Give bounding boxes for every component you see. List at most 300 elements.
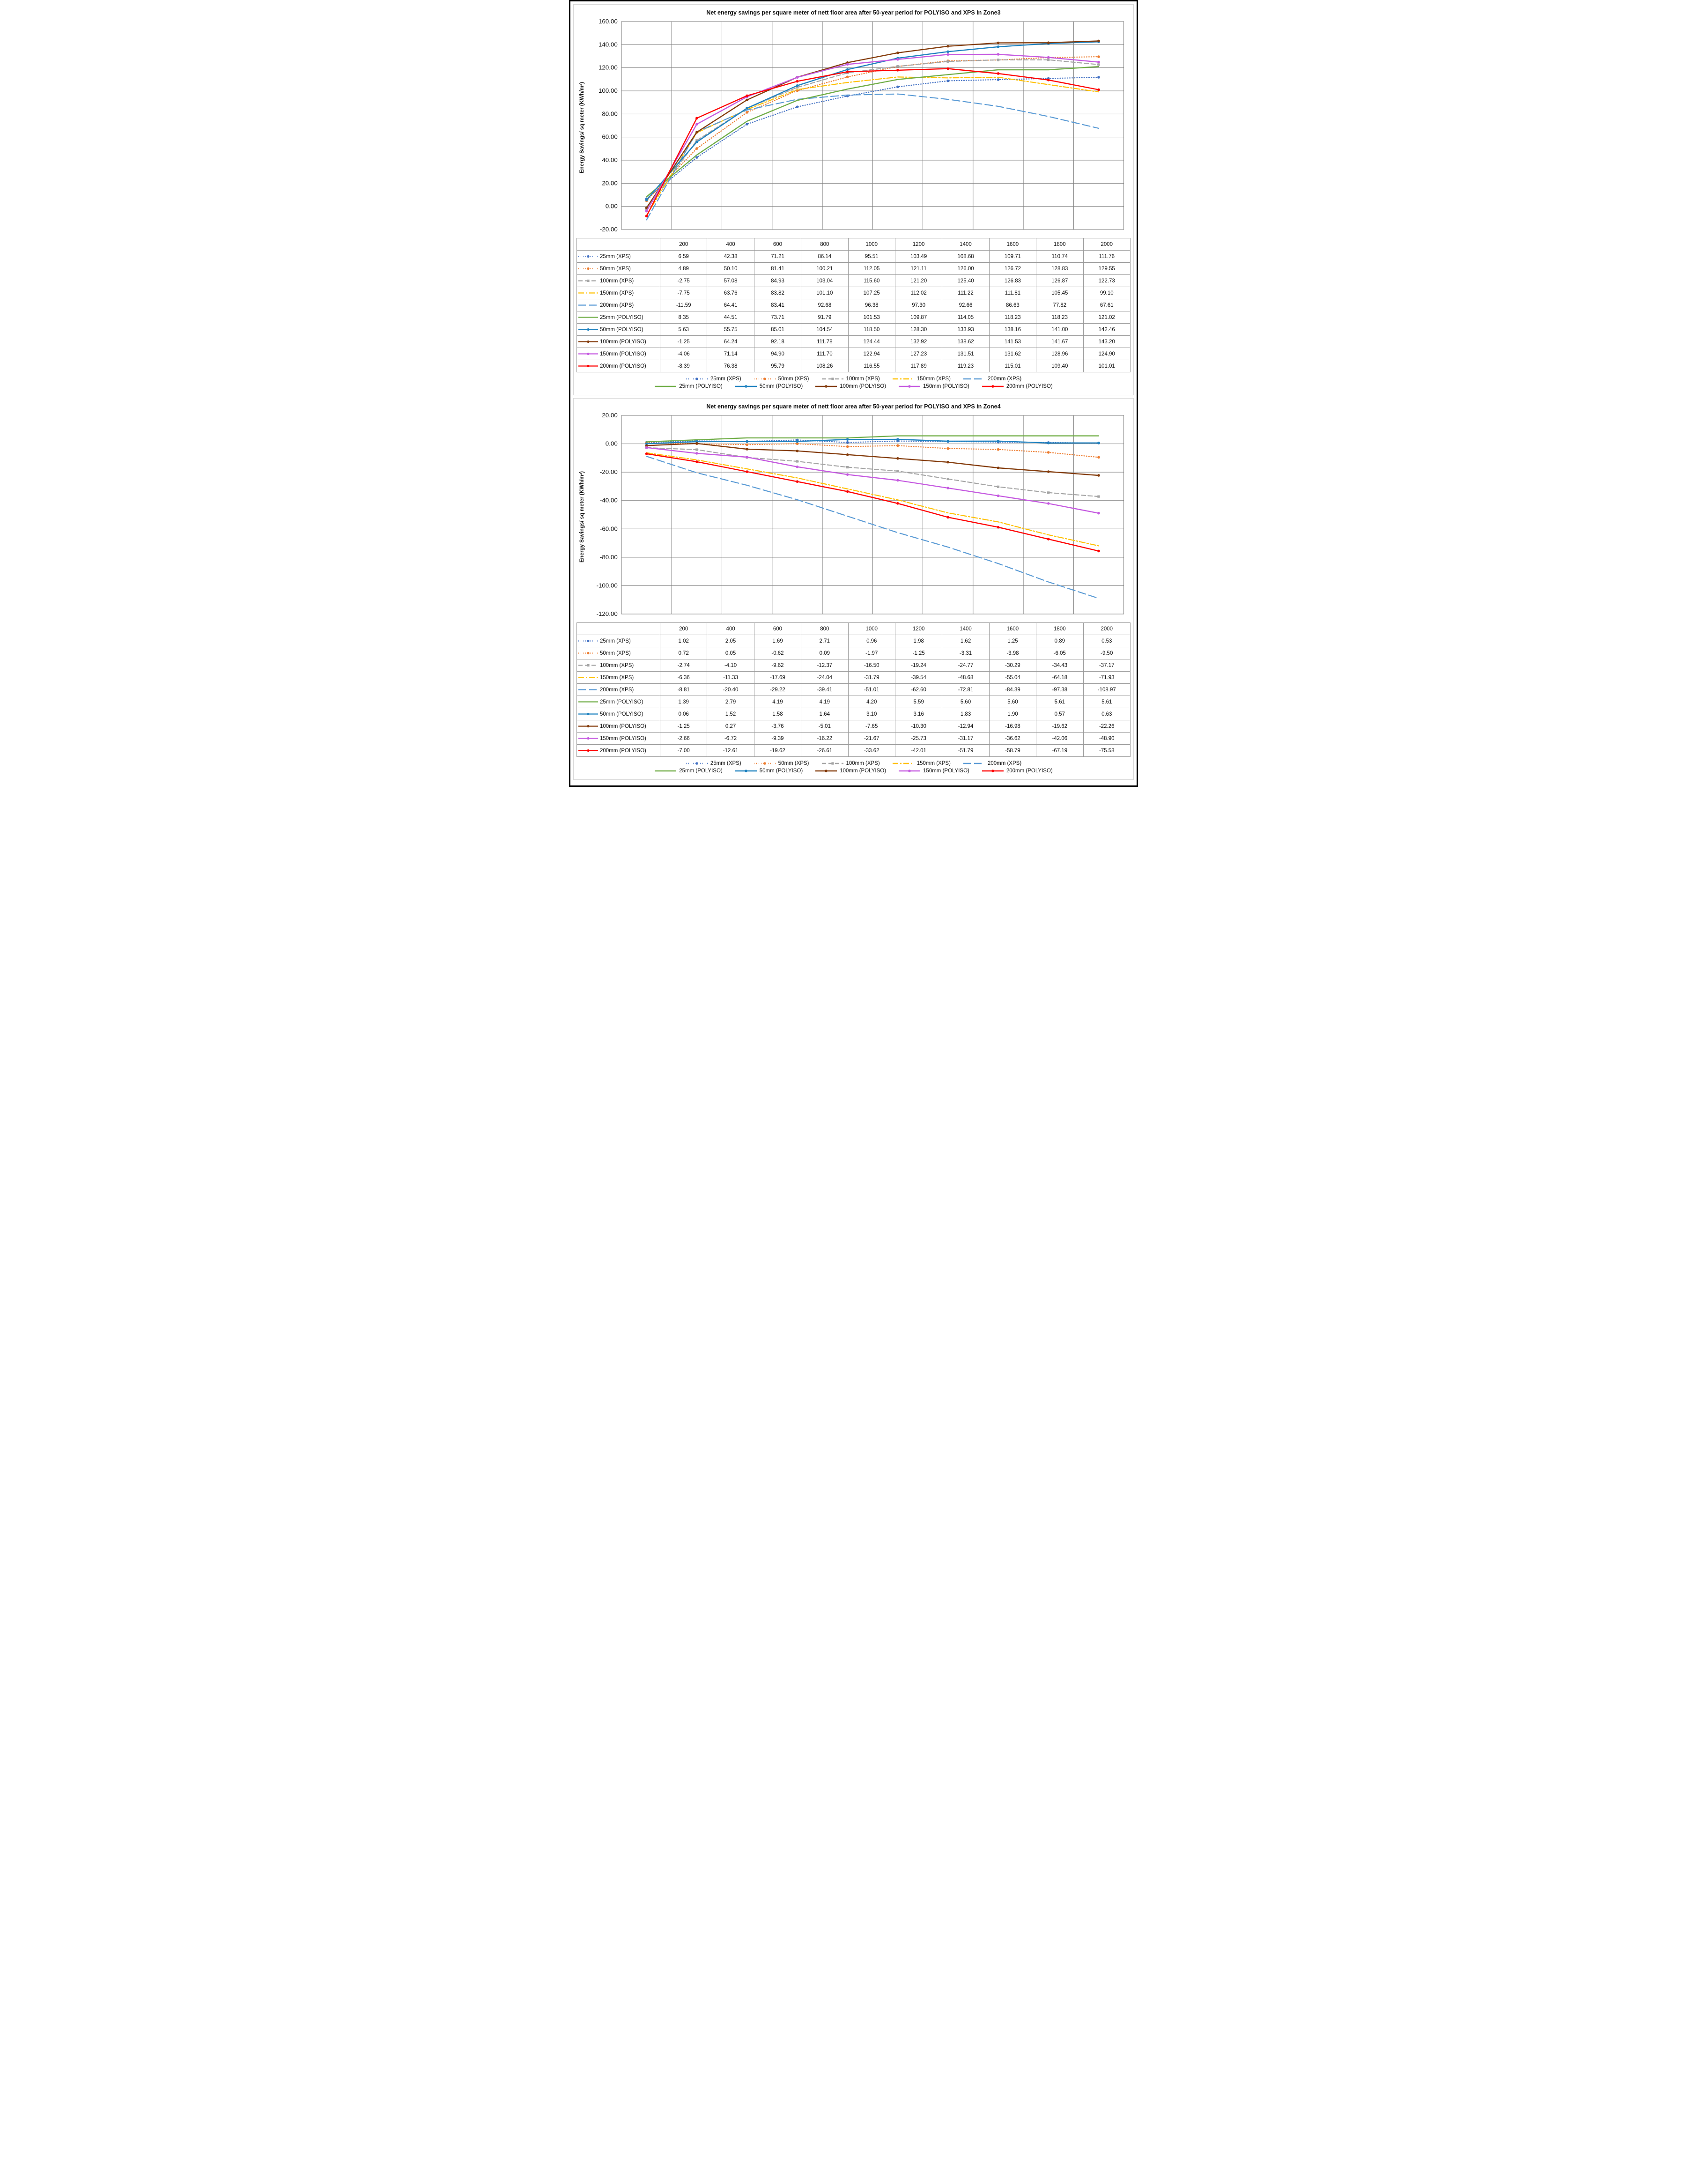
table-series-key	[577, 647, 660, 659]
table-cell: -36.62	[989, 733, 1036, 745]
table-cell: -55.04	[989, 672, 1036, 684]
table-cell: 95.79	[754, 360, 801, 372]
table-cell: 117.89	[895, 360, 942, 372]
table-series-key	[577, 696, 660, 708]
legend-item[interactable]	[686, 761, 741, 766]
legend-item[interactable]	[815, 384, 886, 389]
legend-swatch-icon	[982, 768, 1004, 774]
series-label: 50mm (POLYISO)	[600, 326, 643, 333]
table-cell: 0.09	[801, 647, 848, 659]
table-cell: 84.93	[754, 275, 801, 287]
table-series-key	[577, 263, 660, 275]
legend-label: 200mm (XPS)	[987, 376, 1022, 382]
table-cell: 81.41	[754, 263, 801, 275]
table-cell: -2.75	[660, 275, 707, 287]
table-cell: -4.06	[660, 348, 707, 360]
series-label: 150mm (XPS)	[600, 290, 634, 296]
table-cell: 131.62	[989, 348, 1036, 360]
svg-text:40.00: 40.00	[602, 156, 618, 163]
legend-label: 25mm (XPS)	[710, 376, 741, 382]
table-cell: -7.65	[848, 720, 895, 733]
legend-item[interactable]	[654, 384, 722, 389]
table-cell: 127.23	[895, 348, 942, 360]
table-cell: -72.81	[942, 684, 989, 696]
table-header-cell: 1800	[1036, 238, 1083, 251]
table-row	[577, 684, 1131, 696]
table-cell: 0.89	[1036, 635, 1083, 647]
svg-text:-100.00: -100.00	[596, 582, 618, 589]
legend-item[interactable]	[735, 384, 803, 389]
table-cell: -17.69	[754, 672, 801, 684]
series-label: 200mm (XPS)	[600, 687, 634, 693]
table-cell: -11.59	[660, 299, 707, 311]
table-header-cell: 1200	[895, 238, 942, 251]
table-cell: -37.17	[1083, 659, 1130, 672]
table-cell: 0.05	[707, 647, 754, 659]
table-cell: -21.67	[848, 733, 895, 745]
legend-label: 150mm (POLYISO)	[923, 768, 969, 774]
legend-swatch-icon	[982, 384, 1004, 389]
table-cell: 138.62	[942, 336, 989, 348]
legend-label: 100mm (XPS)	[846, 376, 880, 382]
table-cell: 94.90	[754, 348, 801, 360]
table-cell: -31.17	[942, 733, 989, 745]
table-cell: 3.16	[895, 708, 942, 720]
table-cell: 55.75	[707, 324, 754, 336]
table-cell: -30.29	[989, 659, 1036, 672]
table-cell: -75.58	[1083, 745, 1130, 757]
table-cell: 2.05	[707, 635, 754, 647]
table-cell: -26.61	[801, 745, 848, 757]
series-label: 200mm (POLYISO)	[600, 748, 646, 754]
table-cell: 112.05	[848, 263, 895, 275]
table-cell: -20.40	[707, 684, 754, 696]
table-cell: 71.21	[754, 251, 801, 263]
table-cell: -108.97	[1083, 684, 1130, 696]
legend-item[interactable]	[754, 376, 809, 382]
series-label: 150mm (POLYISO)	[600, 735, 646, 741]
table-series-key	[577, 275, 660, 287]
legend-label: 50mm (POLYISO)	[759, 768, 803, 774]
table-series-key	[577, 348, 660, 360]
table-cell: 57.08	[707, 275, 754, 287]
legend-swatch-icon	[963, 376, 985, 382]
table-cell: 105.45	[1036, 287, 1083, 299]
plot-zone3	[587, 18, 1131, 238]
table-cell: -31.79	[848, 672, 895, 684]
table-cell: 2.71	[801, 635, 848, 647]
table-cell: -6.05	[1036, 647, 1083, 659]
table-cell: 109.71	[989, 251, 1036, 263]
table-cell: 92.66	[942, 299, 989, 311]
plot-zone4	[587, 412, 1131, 622]
table-cell: 0.53	[1083, 635, 1130, 647]
table-cell: 50.10	[707, 263, 754, 275]
table-cell: 111.78	[801, 336, 848, 348]
series-swatch-icon	[578, 675, 599, 680]
table-header-cell: 600	[754, 238, 801, 251]
table-cell: 101.53	[848, 311, 895, 324]
data-table-zone3	[576, 238, 1131, 372]
table-cell: -64.18	[1036, 672, 1083, 684]
table-row	[577, 287, 1131, 299]
table-cell: -8.81	[660, 684, 707, 696]
chart-title-zone3: Net energy savings per square meter of nett floor area after 50-year period for POLYISO and XPS in Zone3	[706, 9, 1001, 16]
table-cell: 109.40	[1036, 360, 1083, 372]
svg-text:120.00: 120.00	[598, 64, 618, 71]
legend-label: 100mm (POLYISO)	[840, 768, 887, 774]
table-cell: -9.50	[1083, 647, 1130, 659]
table-header-cell: 1600	[989, 623, 1036, 635]
legend-item[interactable]	[735, 768, 803, 774]
series-swatch-icon	[578, 254, 599, 259]
table-header-cell: 600	[754, 623, 801, 635]
table-cell: 73.71	[754, 311, 801, 324]
table-cell: -51.01	[848, 684, 895, 696]
table-cell: 0.57	[1036, 708, 1083, 720]
table-series-key	[577, 733, 660, 745]
table-cell: -2.74	[660, 659, 707, 672]
table-cell: -19.24	[895, 659, 942, 672]
svg-text:-120.00: -120.00	[596, 610, 618, 617]
table-cell: -1.25	[895, 647, 942, 659]
table-cell: 64.24	[707, 336, 754, 348]
series-label: 150mm (POLYISO)	[600, 351, 646, 357]
table-row	[577, 251, 1131, 263]
table-cell: 124.44	[848, 336, 895, 348]
legend-zone3	[576, 372, 1131, 391]
legend-label: 50mm (POLYISO)	[759, 384, 803, 389]
table-cell: 4.89	[660, 263, 707, 275]
table-row	[577, 311, 1131, 324]
table-cell: -4.10	[707, 659, 754, 672]
table-cell: -16.50	[848, 659, 895, 672]
legend-swatch-icon	[815, 768, 837, 774]
table-cell: -19.62	[1036, 720, 1083, 733]
legend-item[interactable]	[963, 376, 1021, 382]
legend-swatch-icon	[821, 761, 844, 766]
table-row	[577, 659, 1131, 672]
table-cell: 1.64	[801, 708, 848, 720]
series-swatch-icon	[578, 687, 599, 692]
table-row	[577, 348, 1131, 360]
legend-item[interactable]	[754, 761, 809, 766]
table-cell: -19.62	[754, 745, 801, 757]
table-header-cell: 800	[801, 238, 848, 251]
table-cell: 108.68	[942, 251, 989, 263]
table-cell: -9.39	[754, 733, 801, 745]
legend-swatch-icon	[892, 376, 915, 382]
table-series-key	[577, 745, 660, 757]
legend-swatch-icon	[815, 384, 837, 389]
table-cell: -12.61	[707, 745, 754, 757]
legend-item[interactable]	[821, 376, 880, 382]
table-cell: -48.90	[1083, 733, 1130, 745]
table-cell: 42.38	[707, 251, 754, 263]
table-cell: 133.93	[942, 324, 989, 336]
table-cell: -39.41	[801, 684, 848, 696]
table-cell: 101.10	[801, 287, 848, 299]
legend-swatch-icon	[892, 761, 915, 766]
chart-area-zone3	[576, 18, 1131, 238]
table-cell: 103.49	[895, 251, 942, 263]
table-cell: 118.23	[1036, 311, 1083, 324]
table-cell: 1.98	[895, 635, 942, 647]
series-swatch-icon	[578, 651, 599, 656]
svg-text:160.00: 160.00	[598, 18, 618, 25]
table-cell: 110.74	[1036, 251, 1083, 263]
table-cell: 5.61	[1036, 696, 1083, 708]
table-cell: 125.40	[942, 275, 989, 287]
table-cell: 5.60	[942, 696, 989, 708]
table-cell: 128.83	[1036, 263, 1083, 275]
table-cell: 143.20	[1083, 336, 1130, 348]
table-cell: -10.30	[895, 720, 942, 733]
table-cell: 44.51	[707, 311, 754, 324]
table-cell: 141.00	[1036, 324, 1083, 336]
svg-text:0.00: 0.00	[605, 202, 618, 210]
legend-swatch-icon	[898, 768, 921, 774]
table-cell: 76.38	[707, 360, 754, 372]
table-cell: 1.39	[660, 696, 707, 708]
table-cell: 141.53	[989, 336, 1036, 348]
legend-item[interactable]	[982, 384, 1053, 389]
legend-item[interactable]	[821, 761, 880, 766]
legend-item[interactable]	[686, 376, 741, 382]
table-series-key	[577, 659, 660, 672]
legend-swatch-icon	[654, 384, 677, 389]
table-cell: -2.66	[660, 733, 707, 745]
series-swatch-icon	[578, 339, 599, 344]
legend-label: 200mm (XPS)	[987, 761, 1022, 766]
legend-label: 150mm (POLYISO)	[923, 384, 969, 389]
table-cell: 122.73	[1083, 275, 1130, 287]
table-cell: 0.06	[660, 708, 707, 720]
table-header-row	[577, 238, 1131, 251]
table-cell: 124.90	[1083, 348, 1130, 360]
table-cell: -97.38	[1036, 684, 1083, 696]
table-cell: 1.90	[989, 708, 1036, 720]
table-cell: 107.25	[848, 287, 895, 299]
table-cell: -8.39	[660, 360, 707, 372]
svg-text:-60.00: -60.00	[599, 525, 618, 533]
table-series-key	[577, 324, 660, 336]
legend-label: 25mm (XPS)	[710, 761, 741, 766]
table-cell: 4.19	[801, 696, 848, 708]
table-row	[577, 299, 1131, 311]
table-cell: 8.35	[660, 311, 707, 324]
legend-item[interactable]	[892, 761, 951, 766]
table-header-cell: 200	[660, 623, 707, 635]
legend-label: 150mm (XPS)	[916, 761, 951, 766]
table-cell: -1.25	[660, 336, 707, 348]
table-series-key	[577, 299, 660, 311]
table-series-key	[577, 708, 660, 720]
table-cell: -16.98	[989, 720, 1036, 733]
series-label: 25mm (POLYISO)	[600, 314, 643, 320]
table-cell: 67.61	[1083, 299, 1130, 311]
table-cell: -34.43	[1036, 659, 1083, 672]
table-row	[577, 324, 1131, 336]
table-cell: 126.87	[1036, 275, 1083, 287]
legend-label: 25mm (POLYISO)	[679, 768, 723, 774]
table-cell: 3.10	[848, 708, 895, 720]
legend-item[interactable]	[815, 768, 886, 774]
table-header-cell: 1200	[895, 623, 942, 635]
series-swatch-icon	[578, 303, 599, 308]
document-page	[569, 0, 1138, 787]
table-cell: 96.38	[848, 299, 895, 311]
table-cell: 118.50	[848, 324, 895, 336]
legend-item[interactable]	[654, 768, 722, 774]
table-cell: 138.16	[989, 324, 1036, 336]
table-cell: -12.37	[801, 659, 848, 672]
table-cell: -6.36	[660, 672, 707, 684]
table-header-cell: 1000	[848, 238, 895, 251]
series-swatch-icon	[578, 327, 599, 332]
table-cell: -33.62	[848, 745, 895, 757]
table-cell: -58.79	[989, 745, 1036, 757]
table-row	[577, 696, 1131, 708]
table-header-cell: 2000	[1083, 238, 1130, 251]
series-label: 100mm (POLYISO)	[600, 723, 646, 729]
series-label: 150mm (XPS)	[600, 674, 634, 681]
series-label: 50mm (XPS)	[600, 266, 631, 272]
table-cell: 1.52	[707, 708, 754, 720]
table-cell: 131.51	[942, 348, 989, 360]
table-header-cell: 1400	[942, 623, 989, 635]
series-swatch-icon	[578, 315, 599, 320]
legend-swatch-icon	[754, 376, 776, 382]
table-cell: -3.98	[989, 647, 1036, 659]
table-cell: 91.79	[801, 311, 848, 324]
legend-label: 150mm (XPS)	[916, 376, 951, 382]
table-cell: -71.93	[1083, 672, 1130, 684]
series-swatch-icon	[578, 351, 599, 356]
table-series-key	[577, 635, 660, 647]
legend-zone4	[576, 757, 1131, 776]
table-cell: 5.60	[989, 696, 1036, 708]
series-label: 50mm (XPS)	[600, 650, 631, 656]
svg-text:140.00: 140.00	[598, 41, 618, 48]
chart-area-zone4	[576, 412, 1131, 622]
table-cell: 77.82	[1036, 299, 1083, 311]
table-row	[577, 360, 1131, 372]
table-cell: 116.55	[848, 360, 895, 372]
table-cell: 86.14	[801, 251, 848, 263]
legend-swatch-icon	[735, 768, 757, 774]
legend-swatch-icon	[754, 761, 776, 766]
table-cell: 71.14	[707, 348, 754, 360]
table-header-cell: 800	[801, 623, 848, 635]
legend-item[interactable]	[963, 761, 1021, 766]
table-cell: 121.20	[895, 275, 942, 287]
series-swatch-icon	[578, 278, 599, 283]
table-cell: -25.73	[895, 733, 942, 745]
legend-swatch-icon	[686, 376, 708, 382]
series-swatch-icon	[578, 736, 599, 741]
table-cell: 1.02	[660, 635, 707, 647]
legend-item[interactable]	[982, 768, 1053, 774]
legend-label: 200mm (POLYISO)	[1006, 768, 1053, 774]
table-cell: 101.01	[1083, 360, 1130, 372]
table-cell: -67.19	[1036, 745, 1083, 757]
table-cell: 1.25	[989, 635, 1036, 647]
legend-item[interactable]	[898, 768, 969, 774]
table-cell: 103.04	[801, 275, 848, 287]
y-axis-label-zone4: Energy Savings/ sq meter (KWh/m²)	[579, 471, 585, 563]
svg-text:-20.00: -20.00	[599, 468, 618, 476]
legend-label: 25mm (POLYISO)	[679, 384, 723, 389]
table-cell: -7.00	[660, 745, 707, 757]
table-cell: -16.22	[801, 733, 848, 745]
table-cell: 126.00	[942, 263, 989, 275]
legend-item[interactable]	[898, 384, 969, 389]
series-label: 200mm (XPS)	[600, 302, 634, 308]
table-cell: 64.41	[707, 299, 754, 311]
legend-swatch-icon	[686, 761, 708, 766]
table-cell: 119.23	[942, 360, 989, 372]
table-cell: -1.97	[848, 647, 895, 659]
table-cell: 121.11	[895, 263, 942, 275]
table-cell: 129.55	[1083, 263, 1130, 275]
table-cell: 128.96	[1036, 348, 1083, 360]
table-header-cell: 400	[707, 238, 754, 251]
legend-label: 200mm (POLYISO)	[1006, 384, 1053, 389]
table-cell: -51.79	[942, 745, 989, 757]
table-cell: 112.02	[895, 287, 942, 299]
table-cell: -24.04	[801, 672, 848, 684]
svg-text:20.00: 20.00	[602, 412, 618, 419]
series-swatch-icon	[578, 699, 599, 704]
series-swatch-icon	[578, 663, 599, 668]
svg-text:-20.00: -20.00	[599, 226, 618, 233]
series-swatch-icon	[578, 748, 599, 753]
table-cell: 99.10	[1083, 287, 1130, 299]
legend-label: 100mm (POLYISO)	[840, 384, 887, 389]
legend-swatch-icon	[821, 376, 844, 382]
table-cell: 4.19	[754, 696, 801, 708]
table-row	[577, 720, 1131, 733]
table-row	[577, 263, 1131, 275]
legend-label: 50mm (XPS)	[778, 761, 809, 766]
table-cell: 97.30	[895, 299, 942, 311]
table-cell: 126.83	[989, 275, 1036, 287]
series-label: 50mm (POLYISO)	[600, 711, 643, 717]
table-cell: -9.62	[754, 659, 801, 672]
table-series-key	[577, 251, 660, 263]
series-swatch-icon	[578, 711, 599, 717]
table-cell: -62.60	[895, 684, 942, 696]
table-cell: 142.46	[1083, 324, 1130, 336]
series-swatch-icon	[578, 638, 599, 644]
table-header-cell: 1000	[848, 623, 895, 635]
table-series-key	[577, 360, 660, 372]
table-row	[577, 635, 1131, 647]
legend-item[interactable]	[892, 376, 951, 382]
table-cell: -24.77	[942, 659, 989, 672]
table-series-key	[577, 672, 660, 684]
series-swatch-icon	[578, 266, 599, 271]
svg-text:20.00: 20.00	[602, 179, 618, 187]
table-cell: 141.67	[1036, 336, 1083, 348]
table-row	[577, 275, 1131, 287]
table-header-key-cell	[577, 238, 660, 251]
series-swatch-icon	[578, 363, 599, 369]
table-cell: 128.30	[895, 324, 942, 336]
table-cell: 100.21	[801, 263, 848, 275]
table-cell: 108.26	[801, 360, 848, 372]
